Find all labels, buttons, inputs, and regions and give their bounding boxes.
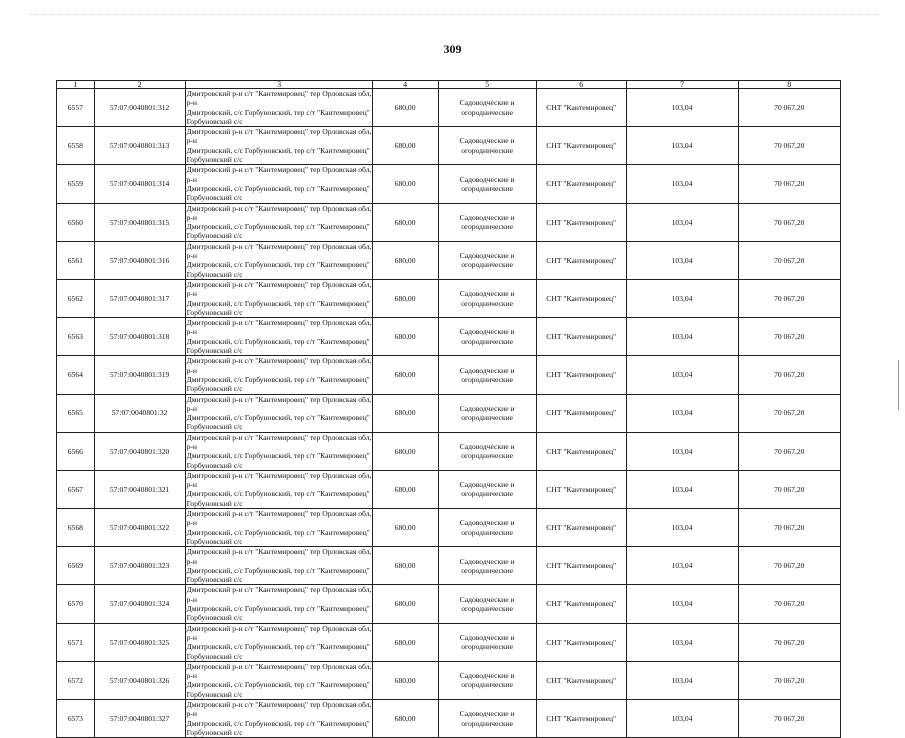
permitted-use-cell bbox=[438, 509, 536, 547]
table-row bbox=[57, 203, 841, 241]
cadastral-value-cell: 70 067,20 bbox=[738, 394, 841, 432]
permitted-use-cell bbox=[438, 241, 536, 279]
unit-price-cell: 103,04 bbox=[626, 127, 738, 165]
row-number-cell: 6559 bbox=[57, 165, 95, 203]
cadastral-number-cell: 57:07:0040801:325 bbox=[94, 623, 185, 661]
address-cell: Дмитровский р-н с/т "Кантемировец" тер Орловская обл, р-н Дмитровский, с/с Горбуновский, тер с/т "Кантемировец" Горбуновский с/с bbox=[186, 623, 372, 661]
address-cell: Дмитровский р-н с/т "Кантемировец" тер Орловская обл, р-н Дмитровский, с/с Горбуновский, тер с/т "Кантемировец" Горбуновский с/с bbox=[186, 470, 372, 508]
permitted-use-cell bbox=[438, 661, 536, 699]
permitted-use-text: Садоводческие и огороднические bbox=[459, 709, 515, 728]
permitted-use-text: Садоводческие и огороднические bbox=[459, 403, 515, 423]
row-number-cell: 6564 bbox=[57, 356, 95, 394]
owner-cell: СНТ "Кантемировец" bbox=[536, 470, 626, 508]
address-cell: Дмитровский р-н с/т "Кантемировец" тер Орловская обл, р-н Дмитровский, с/с Горбуновский, тер с/т "Кантемировец" Горбуновский с/с bbox=[186, 89, 372, 126]
permitted-use-cell bbox=[438, 127, 536, 165]
area-cell: 680,00 bbox=[372, 241, 438, 279]
permitted-use-text: Садоводческие и огороднические bbox=[459, 441, 515, 461]
row-number-cell: 6558 bbox=[57, 127, 95, 165]
cadastral-value-cell: 70 067,20 bbox=[738, 585, 841, 623]
cadastral-number-cell: 57:07:0040801:321 bbox=[94, 470, 185, 508]
unit-price-cell: 103,04 bbox=[626, 585, 738, 623]
address-cell: Дмитровский р-н с/т "Кантемировец" тер Орловская обл, р-н Дмитровский, с/с Горбуновский, тер с/т "Кантемировец" Горбуновский с/с bbox=[186, 394, 372, 432]
col-header-1: 1 bbox=[57, 81, 95, 89]
area-cell: 680,00 bbox=[372, 318, 438, 356]
permitted-use-cell bbox=[438, 394, 536, 432]
permitted-use-text: Садоводческие и огороднические bbox=[459, 289, 515, 308]
unit-price-cell: 103,04 bbox=[626, 623, 738, 661]
col-header-5: 5 bbox=[438, 81, 536, 89]
address-cell: Дмитровский р-н с/т "Кантемировец" тер Орловская обл, р-н Дмитровский, с/с Горбуновский, тер с/т "Кантемировец" Горбуновский с/с bbox=[186, 509, 372, 546]
table-row bbox=[57, 623, 841, 661]
cadastral-number-cell: 57:07:0040801:316 bbox=[94, 241, 185, 279]
unit-price-cell: 103,04 bbox=[626, 89, 738, 127]
row-number-cell: 6563 bbox=[57, 318, 95, 356]
permitted-use-text: Садоводческие и огороднические bbox=[459, 212, 515, 232]
cadastral-value-cell: 70 067,20 bbox=[738, 509, 841, 547]
permitted-use-cell bbox=[438, 432, 536, 470]
table-row bbox=[57, 165, 841, 203]
row-number-cell: 6570 bbox=[57, 585, 95, 623]
permitted-use-text: Садоводческие и огороднические bbox=[459, 251, 515, 270]
table-row bbox=[57, 279, 841, 317]
owner-cell: СНТ "Кантемировец" bbox=[536, 661, 626, 699]
area-cell: 680,00 bbox=[372, 127, 438, 165]
col-header-7: 7 bbox=[626, 81, 738, 89]
area-cell: 680,00 bbox=[372, 394, 438, 432]
row-number-cell: 6562 bbox=[57, 279, 95, 317]
permitted-use-text: Садоводческие и огороднические bbox=[459, 480, 515, 499]
permitted-use-text: Садоводческие и огороднические bbox=[459, 518, 515, 537]
permitted-use-cell bbox=[438, 165, 536, 203]
permitted-use-text: Садоводческие и огороднические bbox=[459, 365, 515, 384]
owner-cell: СНТ "Кантемировец" bbox=[536, 394, 626, 432]
row-number-cell: 6565 bbox=[57, 394, 95, 432]
area-cell: 680,00 bbox=[372, 356, 438, 394]
row-number-cell: 6560 bbox=[57, 203, 95, 241]
table-row bbox=[57, 241, 841, 279]
table-row bbox=[57, 470, 841, 508]
cadastral-number-cell: 57:07:0040801:322 bbox=[94, 509, 185, 547]
unit-price-cell: 103,04 bbox=[626, 394, 738, 432]
cadastral-number-cell: 57:07:0040801:326 bbox=[94, 661, 185, 699]
cadastral-value-cell: 70 067,20 bbox=[738, 89, 841, 127]
cadastral-value-cell: 70 067,20 bbox=[738, 661, 841, 699]
col-header-2: 2 bbox=[94, 81, 185, 89]
owner-cell: СНТ "Кантемировец" bbox=[536, 509, 626, 547]
table-row bbox=[57, 585, 841, 623]
area-cell: 680,00 bbox=[372, 203, 438, 241]
owner-cell: СНТ "Кантемировец" bbox=[536, 165, 626, 203]
unit-price-cell: 103,04 bbox=[626, 547, 738, 585]
cadastral-value-cell: 70 067,20 bbox=[738, 470, 841, 508]
owner-cell: СНТ "Кантемировец" bbox=[536, 700, 626, 738]
owner-cell: СНТ "Кантемировец" bbox=[536, 127, 626, 165]
table-row bbox=[57, 318, 841, 356]
cadastral-value-cell: 70 067,20 bbox=[738, 700, 841, 738]
permitted-use-text: Садоводческие и огороднические bbox=[459, 98, 515, 117]
owner-cell: СНТ "Кантемировец" bbox=[536, 356, 626, 394]
row-number-cell: 6557 bbox=[57, 89, 95, 127]
col-header-3: 3 bbox=[185, 81, 372, 89]
permitted-use-text: Садоводческие и огороднические bbox=[459, 174, 515, 193]
table-row bbox=[57, 394, 841, 432]
unit-price-cell: 103,04 bbox=[626, 356, 738, 394]
page-number: 309 bbox=[443, 42, 462, 56]
cadastral-number-cell: 57:07:0040801:317 bbox=[94, 279, 185, 317]
table-row bbox=[57, 432, 841, 470]
cadastral-value-cell: 70 067,20 bbox=[738, 547, 841, 585]
permitted-use-cell bbox=[438, 547, 536, 585]
area-cell: 680,00 bbox=[372, 700, 438, 738]
owner-cell: СНТ "Кантемировец" bbox=[536, 241, 626, 279]
permitted-use-cell bbox=[438, 89, 536, 127]
cadastral-value-cell: 70 067,20 bbox=[738, 127, 841, 165]
area-cell: 680,00 bbox=[372, 585, 438, 623]
owner-cell: СНТ "Кантемировец" bbox=[536, 623, 626, 661]
unit-price-cell: 103,04 bbox=[626, 661, 738, 699]
row-number-cell: 6569 bbox=[57, 547, 95, 585]
area-cell: 680,00 bbox=[372, 661, 438, 699]
permitted-use-text: Садоводческие и огороднические bbox=[459, 632, 515, 652]
cadastral-number-cell: 57:07:0040801:319 bbox=[94, 356, 185, 394]
scan-edge-mark bbox=[898, 360, 899, 410]
permitted-use-cell bbox=[438, 318, 536, 356]
permitted-use-cell bbox=[438, 585, 536, 623]
address-cell: Дмитровский р-н с/т "Кантемировец" тер Орловская обл, р-н Дмитровский, с/с Горбуновский, тер с/т "Кантемировец" Горбуновский с/с bbox=[186, 318, 372, 356]
cadastral-number-cell: 57:07:0040801:318 bbox=[94, 318, 185, 356]
table-row bbox=[57, 547, 841, 585]
table-row bbox=[57, 700, 841, 738]
table-row bbox=[57, 661, 841, 699]
permitted-use-cell bbox=[438, 279, 536, 317]
area-cell: 680,00 bbox=[372, 623, 438, 661]
permitted-use-cell bbox=[438, 356, 536, 394]
land-registry-table bbox=[56, 80, 841, 738]
owner-cell: СНТ "Кантемировец" bbox=[536, 432, 626, 470]
cadastral-number-cell: 57:07:0040801:314 bbox=[94, 165, 185, 203]
owner-cell: СНТ "Кантемировец" bbox=[536, 89, 626, 127]
unit-price-cell: 103,04 bbox=[626, 203, 738, 241]
cadastral-value-cell: 70 067,20 bbox=[738, 432, 841, 470]
area-cell: 680,00 bbox=[372, 432, 438, 470]
address-cell: Дмитровский р-н с/т "Кантемировец" тер Орловская обл, р-н Дмитровский, с/с Горбуновский, тер с/т "Кантемировец" Горбуновский с/с bbox=[186, 127, 372, 165]
permitted-use-cell bbox=[438, 700, 536, 738]
unit-price-cell: 103,04 bbox=[626, 165, 738, 203]
permitted-use-cell bbox=[438, 203, 536, 241]
cadastral-number-cell: 57:07:0040801:327 bbox=[94, 700, 185, 738]
table-row bbox=[57, 127, 841, 165]
address-cell: Дмитровский р-н с/т "Кантемировец" тер Орловская обл, р-н Дмитровский, с/с Горбуновский, тер с/т "Кантемировец" Горбуновский с/с bbox=[186, 432, 372, 470]
unit-price-cell: 103,04 bbox=[626, 432, 738, 470]
permitted-use-text: Садоводческие и огороднические bbox=[459, 327, 515, 346]
cadastral-value-cell: 70 067,20 bbox=[738, 279, 841, 317]
scan-artifact-line bbox=[30, 14, 880, 21]
area-cell: 680,00 bbox=[372, 165, 438, 203]
permitted-use-text: Садоводческие и огороднические bbox=[459, 671, 515, 690]
area-cell: 680,00 bbox=[372, 547, 438, 585]
row-number-cell: 6572 bbox=[57, 661, 95, 699]
address-cell: Дмитровский р-н с/т "Кантемировец" тер Орловская обл, р-н Дмитровский, с/с Горбуновский, тер с/т "Кантемировец" Горбуновский с/с bbox=[186, 585, 372, 623]
row-number-cell: 6567 bbox=[57, 470, 95, 508]
address-cell: Дмитровский р-н с/т "Кантемировец" тер Орловская обл, р-н Дмитровский, с/с Горбуновский, тер с/т "Кантемировец" Горбуновский с/с bbox=[186, 279, 372, 317]
table-row bbox=[57, 356, 841, 394]
cadastral-number-cell: 57:07:0040801:323 bbox=[94, 547, 185, 585]
area-cell: 680,00 bbox=[372, 509, 438, 547]
cadastral-value-cell: 70 067,20 bbox=[738, 203, 841, 241]
cadastral-number-cell: 57:07:0040801:312 bbox=[94, 89, 185, 127]
unit-price-cell: 103,04 bbox=[626, 700, 738, 738]
col-header-4: 4 bbox=[372, 81, 438, 89]
permitted-use-cell bbox=[438, 623, 536, 661]
cadastral-number-cell: 57:07:0040801:324 bbox=[94, 585, 185, 623]
owner-cell: СНТ "Кантемировец" bbox=[536, 547, 626, 585]
row-number-cell: 6573 bbox=[57, 700, 95, 738]
cadastral-number-cell: 57:07:0040801:320 bbox=[94, 432, 185, 470]
table-body bbox=[57, 89, 841, 738]
address-cell: Дмитровский р-н с/т "Кантемировец" тер Орловская обл, р-н Дмитровский, с/с Горбуновский, тер с/т "Кантемировец" Горбуновский с/с bbox=[186, 661, 372, 699]
owner-cell: СНТ "Кантемировец" bbox=[536, 585, 626, 623]
table-row bbox=[57, 509, 841, 547]
unit-price-cell: 103,04 bbox=[626, 509, 738, 547]
owner-cell: СНТ "Кантемировец" bbox=[536, 203, 626, 241]
row-number-cell: 6561 bbox=[57, 241, 95, 279]
col-header-8: 8 bbox=[738, 81, 841, 89]
col-header-6: 6 bbox=[536, 81, 626, 89]
unit-price-cell: 103,04 bbox=[626, 470, 738, 508]
unit-price-cell: 103,04 bbox=[626, 318, 738, 356]
cadastral-number-cell: 57:07:0040801:315 bbox=[94, 203, 185, 241]
permitted-use-cell bbox=[438, 470, 536, 508]
area-cell: 680,00 bbox=[372, 470, 438, 508]
address-cell: Дмитровский р-н с/т "Кантемировец" тер Орловская обл, р-н Дмитровский, с/с Горбуновский, тер с/т "Кантемировец" Горбуновский с/с bbox=[186, 203, 372, 241]
cadastral-value-cell: 70 067,20 bbox=[738, 165, 841, 203]
cadastral-number-cell: 57:07:0040801:313 bbox=[94, 127, 185, 165]
table-row bbox=[57, 89, 841, 127]
table-header-row bbox=[57, 81, 841, 89]
address-cell: Дмитровский р-н с/т "Кантемировец" тер Орловская обл, р-н Дмитровский, с/с Горбуновский, тер с/т "Кантемировец" Горбуновский с/с bbox=[186, 547, 372, 585]
address-cell: Дмитровский р-н с/т "Кантемировец" тер Орловская обл, р-н Дмитровский, с/с Горбуновский, тер с/т "Кантемировец" Горбуновский с/с bbox=[186, 165, 372, 203]
cadastral-number-cell: 57:07:0040801:32 bbox=[94, 394, 185, 432]
address-cell: Дмитровский р-н с/т "Кантемировец" тер Орловская обл, р-н Дмитровский, с/с Горбуновский, тер с/т "Кантемировец" Горбуновский с/с bbox=[186, 241, 372, 279]
cadastral-value-cell: 70 067,20 bbox=[738, 356, 841, 394]
cadastral-value-cell: 70 067,20 bbox=[738, 318, 841, 356]
row-number-cell: 6571 bbox=[57, 623, 95, 661]
owner-cell: СНТ "Кантемировец" bbox=[536, 318, 626, 356]
permitted-use-text: Садоводческие и огороднические bbox=[459, 594, 515, 614]
unit-price-cell: 103,04 bbox=[626, 241, 738, 279]
row-number-cell: 6568 bbox=[57, 509, 95, 547]
unit-price-cell: 103,04 bbox=[626, 279, 738, 317]
row-number-cell: 6566 bbox=[57, 432, 95, 470]
permitted-use-text: Садоводческие и огороднические bbox=[459, 556, 515, 575]
address-cell: Дмитровский р-н с/т "Кантемировец" тер Орловская обл, р-н Дмитровский, с/с Горбуновский, тер с/т "Кантемировец" Горбуновский с/с bbox=[186, 356, 372, 394]
owner-cell: СНТ "Кантемировец" bbox=[536, 279, 626, 317]
area-cell: 680,00 bbox=[372, 89, 438, 127]
cadastral-value-cell: 70 067,20 bbox=[738, 241, 841, 279]
address-cell: Дмитровский р-н с/т "Кантемировец" тер Орловская обл, р-н Дмитровский, с/с Горбуновский, тер с/т "Кантемировец" Горбуновский с/с bbox=[186, 700, 372, 737]
cadastral-value-cell: 70 067,20 bbox=[738, 623, 841, 661]
area-cell: 680,00 bbox=[372, 279, 438, 317]
permitted-use-text: Садоводческие и огороднические bbox=[459, 136, 515, 155]
